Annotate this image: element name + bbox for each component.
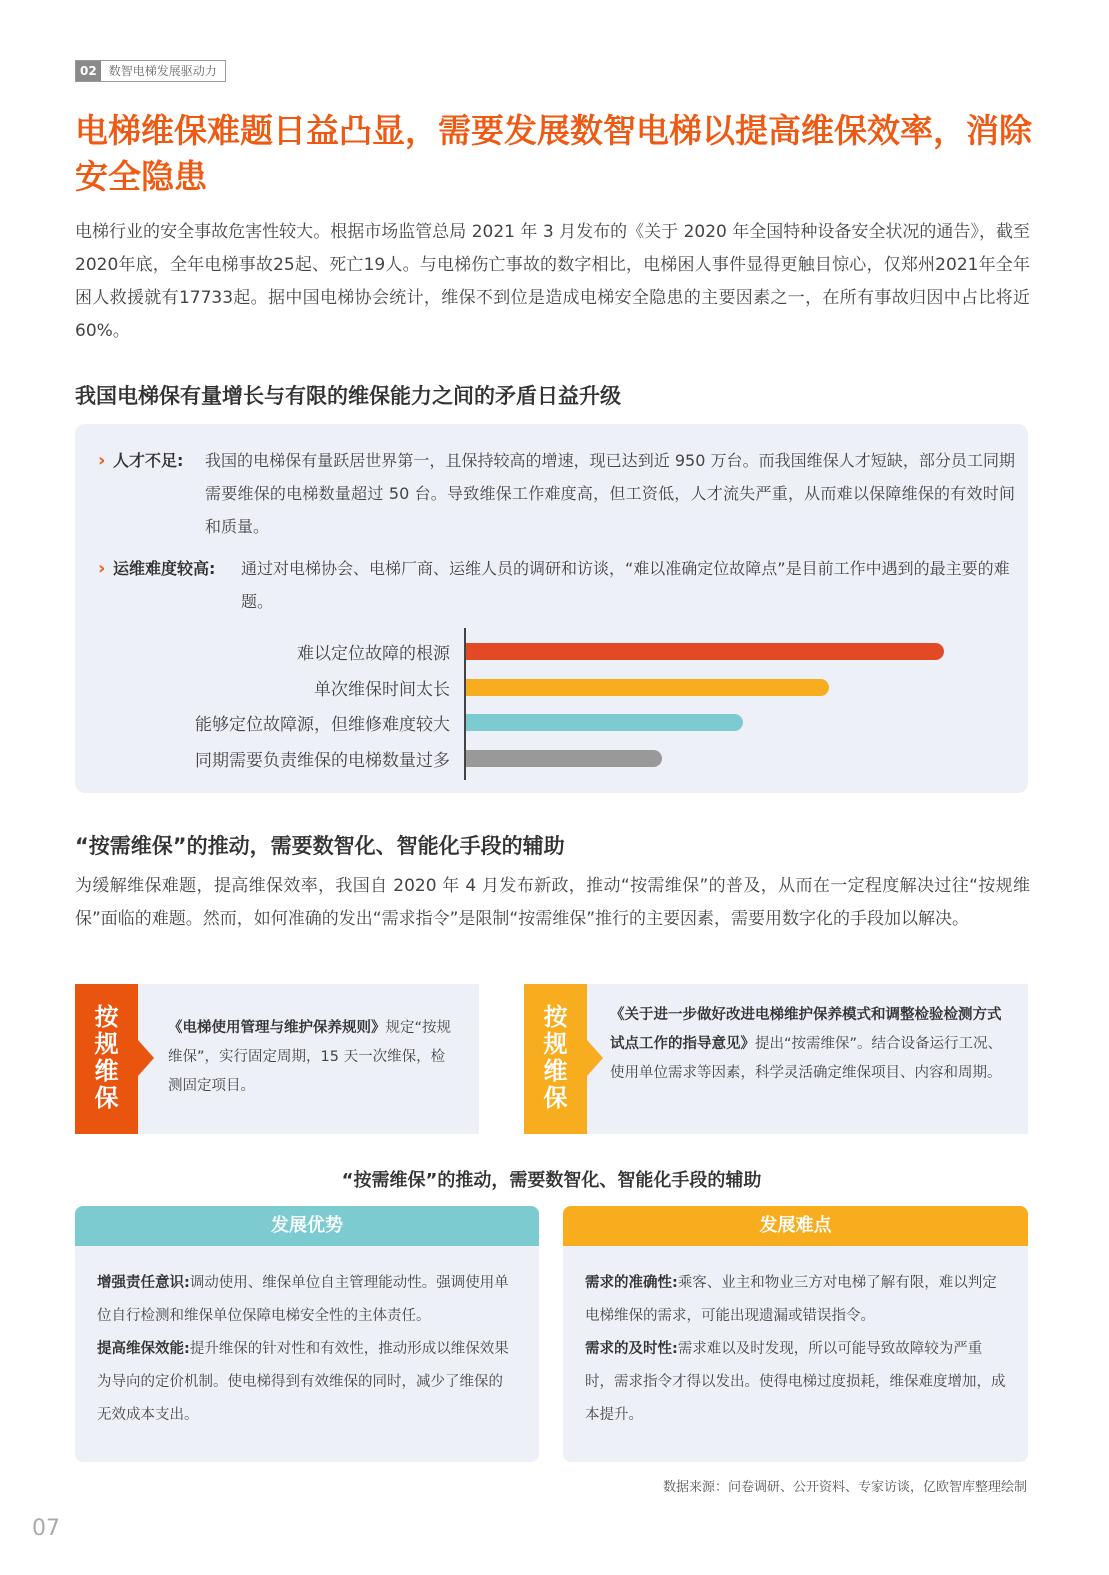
difficulty-text: 乘客、业主和物业三方对电梯了解有限，难以判定电梯维保的需求，可能出现遗漏或错误指令。 [585,1275,997,1324]
bar-label: 同期需要负责维保的电梯数量过多 [195,750,450,771]
chevron-right-icon: › [98,558,106,579]
advantage-label: 提高维保效能: [97,1341,190,1357]
difficulty-item [585,1267,1006,1333]
difficulties-body [563,1246,1028,1432]
bar-label: 单次维保时间太长 [314,679,450,700]
difficulty-item [585,1333,1006,1432]
section-tag [75,60,226,82]
difficulties-box [563,1206,1028,1462]
card-tab-label: 按 规 维 保 [543,1003,568,1112]
compare-title: “按需维保”的推动，需要数智化、智能化手段的辅助 [341,1170,762,1191]
difficulties-header: 发展难点 [563,1206,1028,1246]
bullet-talent-label: 人才不足: [113,451,184,470]
bullet-talent-text: 我国的电梯保有量跃居世界第一，且保持较高的增速，现已达到近 950 万台。而我国维保人才短缺，部分员工同期需要维保的电梯数量超过 50 台。导致维保工作难度高，但工资低，人才流失严重，从而难以保障维保的有效时间和质量。 [205,451,1015,536]
section1-title: 我国电梯保有量增长与有限的维保能力之间的矛盾日益升级 [75,384,621,408]
section-title: 数智电梯发展驱动力 [108,64,217,78]
bullet-operation-text: 通过对电梯协会、电梯厂商、运维人员的调研和访谈，“难以准确定位故障点”是目前工作中遇到的最主要的难题。 [241,559,1010,611]
advantage-label: 增强责任意识: [97,1275,190,1291]
intro-paragraph: 电梯行业的安全事故危害性较大。根据市场监管总局 2021 年 3 月发布的《关于 2020 年全国特种设备安全状况的通告》，截至2020年底，全年电梯事故25起、死亡19人。与电梯伤亡事故的数字相比，电梯困人事件显得更触目惊心，仅郑州2021年全年困人救援就有17733起。据中国电梯协会统计，维保不到位是造成电梯安全隐患的主要因素之一，在所有事故归因中占比将近 60%。 [75,222,1030,341]
card-tab [75,984,138,1134]
card-description: 提出“按需维保”。结合设备运行工况、使用单位需求等因素，科学灵活确定维保项目、内容和周期。 [610,1036,1003,1081]
bar [466,750,662,767]
difficulty-label: 需求的准确性: [585,1275,678,1291]
bar [466,714,743,731]
card-text [610,1001,1010,1088]
section-number: 02 [76,61,101,81]
policy-card-demand-based [524,984,1028,1134]
data-source: 数据来源：问卷调研、公开资料、专家访谈，亿欧智库整理绘制 [662,1480,1027,1495]
card-doc-title: 《电梯使用管理与维护保养规则》 [168,1020,386,1036]
page-number: 07 [32,1516,60,1541]
advantages-header: 发展优势 [75,1206,539,1246]
bullet-talent [98,444,1018,543]
card-doc-title: 《关于进一步做好改进电梯维护保养模式和调整检验检测方式试点工作的指导意见》 [610,1007,1002,1052]
bar [466,643,944,660]
difficulty-text: 需求难以及时发现，所以可能导致故障较为严重时，需求指令才得以发出。使得电梯过度损耗，维保难度增加，成本提升。 [585,1341,1006,1423]
bullet-operation-label: 运维难度较高: [113,559,216,578]
section2-paragraph: 为缓解维保难题，提高维保效率，我国自 2020 年 4 月发布新政，推动“按需维保”的普及，从而在一定程度解决过往“按规维保”面临的难题。然而，如何准确的发出“需求指令”是限制“按需维保”推行的主要因素，需要用数字化的手段加以解决。 [75,876,1030,929]
advantage-text: 提升维保的针对性和有效性，推动形成以维保效果为导向的定价机制。使电梯得到有效维保的同时，减少了维保的无效成本支出。 [97,1341,509,1423]
advantages-body [75,1246,539,1432]
bar [466,679,829,696]
page-headline: 电梯维保难题日益凸显，需要发展数智电梯以提高维保效率，消除安全隐患 [75,111,1032,196]
bar-label: 能够定位故障源，但维修难度较大 [195,715,450,735]
card-notch [138,1040,154,1076]
section2-title: “按需维保”的推动，需要数智化、智能化手段的辅助 [75,834,565,858]
bar-label: 难以定位故障的根源 [297,644,450,664]
advantage-text: 调动使用、维保单位自主管理能动性。强调使用单位自行检测和维保单位保障电梯安全性的主体责任。 [97,1275,509,1324]
card-notch [587,1040,603,1076]
chevron-right-icon: › [98,450,106,471]
bullet-operation [98,552,1018,618]
card-tab [524,984,587,1134]
advantage-item [97,1267,517,1333]
difficulty-label: 需求的及时性: [585,1341,678,1357]
card-text [168,1014,458,1101]
policy-card-rule-based [75,984,479,1134]
card-description: 规定“按规维保”，实行固定周期，15 天一次维保，检测固定项目。 [168,1020,452,1094]
advantage-item [97,1333,517,1432]
advantages-box [75,1206,539,1462]
card-tab-label: 按 规 维 保 [94,1003,119,1112]
